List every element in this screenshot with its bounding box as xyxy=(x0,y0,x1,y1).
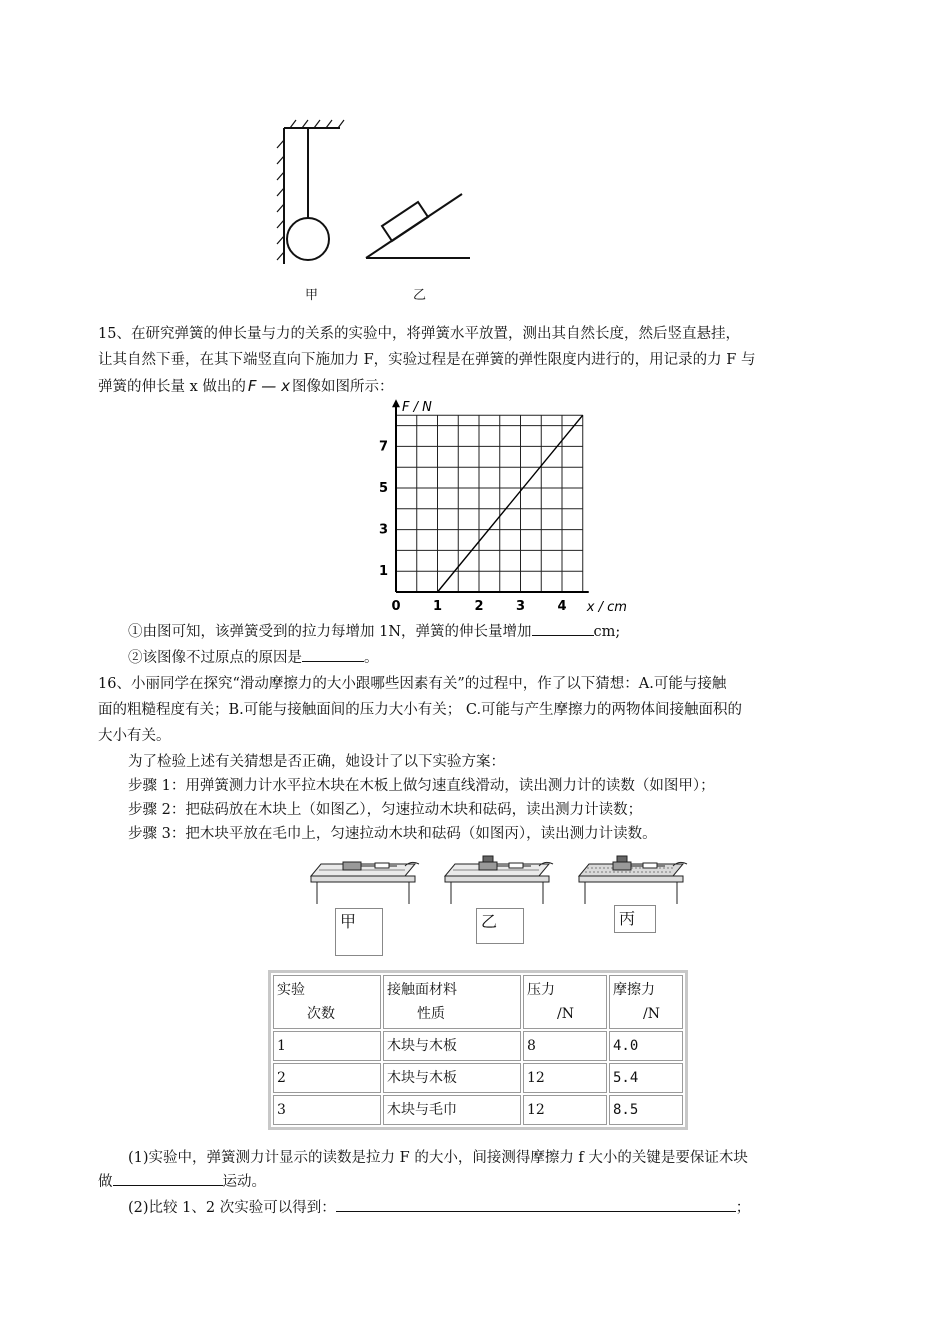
x-tick-label: 1 xyxy=(432,599,443,614)
q16-p1a: (1)实验中，弹簧测力计显示的读数是拉力 F 的大小，间接测得摩擦力 f 大小的关键是要保证木块 xyxy=(128,1150,748,1166)
answer-blank-reason[interactable] xyxy=(302,647,364,662)
table-header-row xyxy=(273,975,683,1029)
q16-step2: 步骤 2：把砝码放在木块上（如图乙），匀速拉动木块和砝码，读出测力计读数； xyxy=(128,802,643,818)
q15-sub2-b: 。 xyxy=(364,650,379,666)
cell-pressure: 8 xyxy=(523,1031,607,1061)
q16-plan: 为了检验上述有关猜想是否正确，她设计了以下实验方案： xyxy=(128,754,505,770)
x-tick-label: 0 xyxy=(391,599,401,614)
fig-label-yi: 乙 xyxy=(413,288,427,303)
table-row xyxy=(273,1095,683,1125)
figure-pendulum-incline xyxy=(270,118,480,308)
series-line-f-x xyxy=(438,415,583,592)
y-tick-label: 3 xyxy=(378,522,388,538)
cell-surface: 木块与木板 xyxy=(383,1031,521,1061)
cell-friction: 8.5 xyxy=(609,1095,683,1125)
x-tick-label: 4 xyxy=(557,599,567,614)
y-axis-arrow xyxy=(392,399,400,407)
y-tick-label: 1 xyxy=(378,564,388,580)
y-tick-label: 7 xyxy=(378,439,388,455)
fig-label-box-jia: 甲 xyxy=(335,908,383,956)
q16-p2-text: (2)比较 1、2 次实验可以得到： xyxy=(128,1200,336,1216)
q16-step1: 步骤 1：用弹簧测力计水平拉木块在木板上做匀速直线滑动，读出测力计的读数（如图甲）； xyxy=(128,778,715,794)
setup-jia xyxy=(311,862,419,904)
cell-surface: 木块与毛巾 xyxy=(383,1095,521,1125)
cell-surface: 木块与木板 xyxy=(383,1063,521,1093)
header-trial: 实验 次数 xyxy=(273,975,381,1029)
header-pressure: 压力 /N xyxy=(523,975,607,1029)
setup-yi xyxy=(445,856,553,904)
q15-line2: 让其自然下垂，在其下端竖直向下施加力 F，实验过程是在弹簧的弹性限度内进行的，用记录的力 F 与 xyxy=(98,352,756,368)
fig-label-jia: 甲 xyxy=(305,288,319,303)
cell-pressure: 12 xyxy=(523,1063,607,1093)
q16-p2 xyxy=(128,1196,750,1220)
header-surface: 接触面材料 性质 xyxy=(383,975,521,1029)
y-tick-label: 5 xyxy=(378,481,388,496)
answer-blank-motion[interactable] xyxy=(113,1171,223,1186)
formula-f-x: F — x xyxy=(247,377,290,395)
friction-experiment-figure xyxy=(305,852,705,908)
x-tick-label: 2 xyxy=(474,599,484,614)
q16-line3: 大小有关。 xyxy=(98,728,171,744)
q16-p1b xyxy=(98,1170,266,1194)
q15-line3 xyxy=(98,374,393,399)
cell-friction: 4.0 xyxy=(609,1031,683,1061)
fig-label-box-yi: 乙 xyxy=(476,908,524,944)
table-row xyxy=(273,1031,683,1061)
cell-pressure: 12 xyxy=(523,1095,607,1125)
table-row xyxy=(273,1063,683,1093)
header-friction: 摩擦力 /N xyxy=(609,975,683,1029)
answer-blank-conclusion[interactable] xyxy=(336,1197,736,1212)
q16-line1: 16、小丽同学在探究“滑动摩擦力的大小跟哪些因素有关”的过程中，作了以下猜想：A.可能与接触 xyxy=(98,676,727,692)
q15-sub1-b: cm; xyxy=(593,624,621,640)
q15-sub1 xyxy=(128,620,620,644)
q15-line3-b: 图像如图所示： xyxy=(291,379,394,395)
q16-p1b-text: 做 xyxy=(98,1174,113,1190)
q15-sub2 xyxy=(128,646,379,670)
cell-trial: 2 xyxy=(273,1063,381,1093)
x-tick-label: 3 xyxy=(515,599,526,614)
q16-p2-end: ； xyxy=(735,1200,751,1216)
friction-data-table xyxy=(268,970,688,1130)
q15-sub2-a: ②该图像不过原点的原因是 xyxy=(128,650,302,666)
q16-p1c-text: 运动。 xyxy=(222,1174,266,1190)
fx-chart xyxy=(368,392,638,617)
setup-bing xyxy=(579,856,687,904)
q16-step3: 步骤 3：把木块平放在毛巾上，匀速拉动木块和砝码（如图丙），读出测力计读数。 xyxy=(128,826,657,842)
q15-sub1-a: ①由图可知，该弹簧受到的拉力每增加 1N，弹簧的伸长量增加 xyxy=(128,624,532,640)
q15-line3-a: 弹簧的伸长量 x 做出的 xyxy=(98,379,246,395)
cell-trial: 1 xyxy=(273,1031,381,1061)
q15-line1: 15、在研究弹簧的伸长量与力的关系的实验中，将弹簧水平放置，测出其自然长度，然后竖直悬挂， xyxy=(98,326,740,342)
y-axis-label: F / N xyxy=(402,400,432,416)
fig-label-box-bing: 丙 xyxy=(614,905,656,933)
answer-blank-extension[interactable] xyxy=(532,621,594,636)
q16-line2: 面的粗糙程度有关；B.可能与接触面间的压力大小有关； C.可能与产生摩擦力的两物体间接触面积的 xyxy=(98,702,743,718)
cell-friction: 5.4 xyxy=(609,1063,683,1093)
cell-trial: 3 xyxy=(273,1095,381,1125)
x-axis-label: x / cm xyxy=(586,600,627,615)
